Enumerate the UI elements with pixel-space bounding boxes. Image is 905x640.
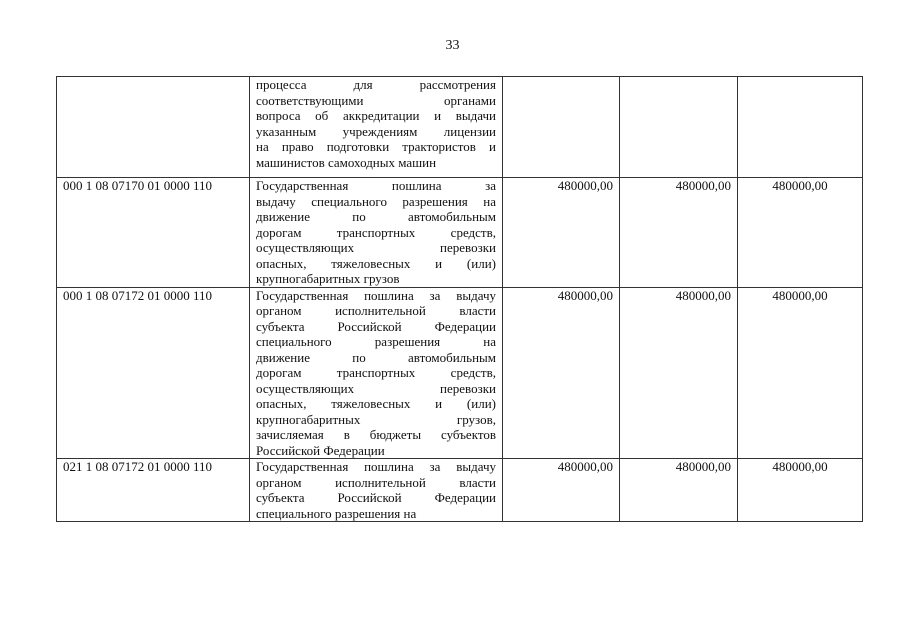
amount-cell-year-2: 480000,00 xyxy=(620,287,738,459)
description-line: выдачу специального разрешения на xyxy=(256,193,496,209)
description-line: крупногабаритных грузов xyxy=(256,271,400,286)
description-line: специального разрешения на xyxy=(256,334,496,349)
description-line: специального разрешения на xyxy=(256,505,417,521)
description-cell xyxy=(250,287,503,459)
amount-cell-year-3 xyxy=(738,77,863,178)
description-line: дорогам транспортных средств, xyxy=(256,224,496,240)
description-cell xyxy=(250,77,503,178)
description-line: осуществляющих перевозки xyxy=(256,240,496,255)
description-line: Государственная пошлина за выдачу xyxy=(256,287,496,303)
amount-cell-year-2: 480000,00 xyxy=(620,459,738,522)
amount-cell-year-3: 480000,00 xyxy=(738,178,863,288)
description-line: вопроса об аккредитации и выдачи xyxy=(256,108,496,123)
kbk-code-cell xyxy=(57,77,250,178)
kbk-code-cell: 000 1 08 07170 01 0000 110 xyxy=(57,178,250,288)
budget-table xyxy=(56,76,863,522)
description-line: крупногабаритных грузов, xyxy=(256,411,496,427)
kbk-code-cell: 021 1 08 07172 01 0000 110 xyxy=(57,459,250,522)
description-line: дорогам транспортных средств, xyxy=(256,365,496,380)
description-line: зачисляемая в бюджеты субъектов xyxy=(256,427,496,442)
description-line: осуществляющих перевозки xyxy=(256,380,496,396)
amount-cell-year-1 xyxy=(503,77,620,178)
description-line: опасных, тяжеловесных и (или) xyxy=(256,255,496,271)
amount-cell-year-1: 480000,00 xyxy=(503,287,620,459)
description-line: процесса для рассмотрения xyxy=(256,77,496,92)
description-line: движение по автомобильным xyxy=(256,209,496,224)
description-line: субъекта Российской Федерации xyxy=(256,318,496,334)
description-line: движение по автомобильным xyxy=(256,349,496,365)
amount-cell-year-1: 480000,00 xyxy=(503,178,620,288)
description-line: соответствующими органами xyxy=(256,92,496,108)
amount-cell-year-1: 480000,00 xyxy=(503,459,620,522)
description-line: указанным учреждениям лицензии xyxy=(256,123,496,139)
amount-cell-year-3: 480000,00 xyxy=(738,287,863,459)
description-line: субъекта Российской Федерации xyxy=(256,490,496,505)
table-row xyxy=(57,287,863,459)
description-cell xyxy=(250,178,503,288)
description-line: Государственная пошлина за выдачу xyxy=(256,459,496,474)
table-row xyxy=(57,178,863,288)
description-line: опасных, тяжеловесных и (или) xyxy=(256,396,496,411)
amount-cell-year-2 xyxy=(620,77,738,178)
description-line: Государственная пошлина за xyxy=(256,178,496,193)
table-row xyxy=(57,459,863,522)
description-cell xyxy=(250,459,503,522)
description-line: на право подготовки трактористов и xyxy=(256,139,496,154)
amount-cell-year-2: 480000,00 xyxy=(620,178,738,288)
kbk-code-cell: 000 1 08 07172 01 0000 110 xyxy=(57,287,250,459)
table-row xyxy=(57,77,863,178)
page-number: 33 xyxy=(445,38,460,53)
amount-cell-year-3: 480000,00 xyxy=(738,459,863,522)
description-line: органом исполнительной власти xyxy=(256,474,496,490)
description-line: органом исполнительной власти xyxy=(256,303,496,318)
description-line: Российской Федерации xyxy=(256,442,385,458)
description-line: машинистов самоходных машин xyxy=(256,154,437,170)
